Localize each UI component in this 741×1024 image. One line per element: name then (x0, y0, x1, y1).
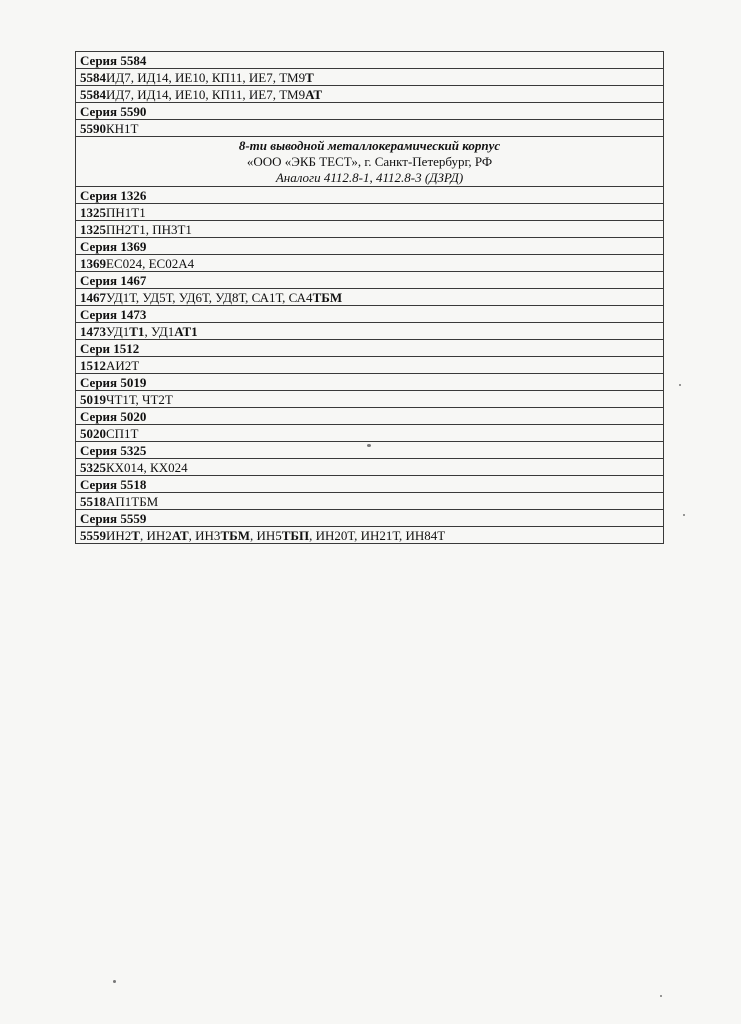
part-number-bold: ТБП (281, 528, 310, 543)
part-number-text: АП1ТБМ (106, 494, 159, 509)
part-number-bold: 5325 (80, 460, 106, 475)
scan-speck (367, 444, 371, 447)
header-row (76, 137, 664, 187)
part-number-text: УД1Т, УД5Т, УД6Т, УД8Т, СА1Т, СА4 (106, 290, 313, 305)
series-row (76, 187, 664, 204)
part-number-text: КН1Т (106, 121, 139, 136)
item-cell (76, 391, 664, 408)
part-number-bold: 1325 (80, 205, 106, 220)
table-section-top (76, 52, 664, 137)
part-number-bold: 5584 (80, 87, 106, 102)
series-label: Серия 1467 (76, 272, 664, 289)
part-number-text: КХ014, КХ024 (106, 460, 188, 475)
series-row (76, 476, 664, 493)
item-row (76, 120, 664, 137)
series-label: Сери 1512 (76, 340, 664, 357)
item-cell (76, 86, 664, 103)
part-number-text: , ИН3 (188, 528, 221, 543)
part-number-text: ПН2Т1, ПН3Т1 (106, 222, 192, 237)
part-number-text: ИД7, ИД14, ИЕ10, КП11, ИЕ7, ТМ9 (106, 87, 306, 102)
item-row (76, 357, 664, 374)
item-row (76, 204, 664, 221)
item-row (76, 221, 664, 238)
part-number-bold: АТ1 (174, 324, 198, 339)
item-cell (76, 323, 664, 340)
series-row (76, 340, 664, 357)
package-title: 8-ти выводной металлокерамический корпус (238, 138, 501, 153)
table-section-header (76, 137, 664, 187)
part-number-bold: 1512 (80, 358, 106, 373)
item-row (76, 459, 664, 476)
part-number-text: ПН1Т1 (106, 205, 146, 220)
part-number-text: ЧТ1Т, ЧТ2Т (106, 392, 173, 407)
part-number-text: , УД1 (144, 324, 175, 339)
item-cell (76, 357, 664, 374)
series-row (76, 52, 664, 69)
part-number-bold: 1467 (80, 290, 106, 305)
part-number-bold: 5590 (80, 121, 106, 136)
item-row (76, 289, 664, 306)
series-row (76, 408, 664, 425)
item-row (76, 255, 664, 272)
item-row (76, 323, 664, 340)
item-row (76, 86, 664, 103)
item-cell (76, 204, 664, 221)
part-number-bold: Т (131, 528, 140, 543)
part-number-text: ИД7, ИД14, ИЕ10, КП11, ИЕ7, ТМ9 (106, 70, 306, 85)
package-header-cell (76, 137, 664, 187)
part-number-text: , ИН2 (139, 528, 172, 543)
series-label: Серия 5584 (76, 52, 664, 69)
series-row (76, 238, 664, 255)
part-number-bold: 1369 (80, 256, 106, 271)
series-row (76, 510, 664, 527)
scan-speck (679, 384, 681, 386)
package-manufacturer: «ООО «ЭКБ ТЕСТ», г. Санкт-Петербург, РФ (246, 154, 493, 169)
item-cell (76, 289, 664, 306)
part-number-bold: Т1 (129, 324, 145, 339)
scan-speck (660, 995, 662, 997)
part-number-bold: Т (305, 70, 314, 85)
item-cell (76, 527, 664, 544)
item-cell (76, 255, 664, 272)
series-row (76, 306, 664, 323)
series-label: Серия 1369 (76, 238, 664, 255)
part-number-text: , ИН5 (249, 528, 282, 543)
series-label: Серия 5518 (76, 476, 664, 493)
components-table (75, 51, 664, 544)
item-cell (76, 425, 664, 442)
part-number-text: ЕС024, ЕС02А4 (106, 256, 195, 271)
series-row (76, 374, 664, 391)
part-number-bold: 5584 (80, 70, 106, 85)
item-cell (76, 493, 664, 510)
series-label: Серия 5020 (76, 408, 664, 425)
series-row (76, 272, 664, 289)
item-row (76, 391, 664, 408)
item-cell (76, 221, 664, 238)
part-number-bold: 5019 (80, 392, 106, 407)
scan-speck (113, 980, 116, 983)
part-number-bold: ТБМ (312, 290, 343, 305)
part-number-bold: АТ (171, 528, 189, 543)
part-number-bold: 5020 (80, 426, 106, 441)
item-cell (76, 459, 664, 476)
item-row (76, 69, 664, 86)
part-number-bold: АТ (305, 87, 322, 102)
part-number-bold: 1325 (80, 222, 106, 237)
item-row (76, 425, 664, 442)
item-row (76, 493, 664, 510)
series-label: Серия 5590 (76, 103, 664, 120)
series-label: Серия 5325 (76, 442, 664, 459)
series-label: Серия 1326 (76, 187, 664, 204)
item-cell (76, 120, 664, 137)
part-number-text: ИН2 (106, 528, 132, 543)
part-number-bold: ТБМ (220, 528, 250, 543)
series-label: Серия 5559 (76, 510, 664, 527)
part-number-text: , ИН20Т, ИН21Т, ИН84Т (309, 528, 446, 543)
series-row (76, 103, 664, 120)
scan-speck (683, 514, 685, 516)
part-number-text: СП1Т (106, 426, 139, 441)
part-number-bold: 5559 (80, 528, 106, 543)
package-analogs: Аналоги 4112.8-1, 4112.8-3 (ДЗРД) (275, 170, 464, 185)
series-label: Серия 1473 (76, 306, 664, 323)
part-number-bold: 5518 (80, 494, 106, 509)
item-cell (76, 69, 664, 86)
part-number-text: УД1 (106, 324, 130, 339)
item-row (76, 527, 664, 544)
table-section-bottom (76, 187, 664, 544)
part-number-text: АИ2Т (106, 358, 140, 373)
series-label: Серия 5019 (76, 374, 664, 391)
part-number-bold: 1473 (80, 324, 106, 339)
